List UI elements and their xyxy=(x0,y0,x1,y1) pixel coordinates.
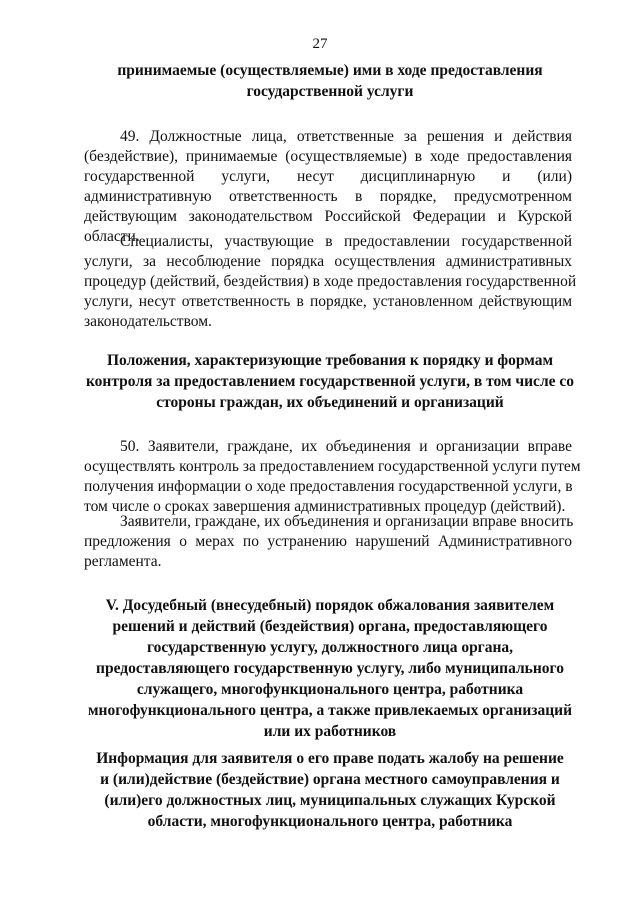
heading-line: принимаемые (осуществляемые) ими в ходе предоставления xyxy=(117,62,543,79)
heading-line: (или)его должностных лиц, муниципальных служащих Курской xyxy=(104,792,556,809)
page-number: 27 xyxy=(312,36,328,52)
text-line: том числе о сроках завершения административных процедур (действий). xyxy=(84,498,566,515)
heading-line: стороны граждан, их объединений и организаций xyxy=(156,394,504,411)
text-line: получения информации о ходе предоставления государственной услуги, в xyxy=(84,478,573,495)
heading-line: решений и действий (бездействия) органа, предоставляющего xyxy=(112,618,548,635)
text-line: административную ответственность в порядке, предусмотренном xyxy=(84,188,572,205)
text-line: процедур (действий, бездействия) в ходе предоставления государственной xyxy=(84,273,577,290)
heading-line: государственную услугу, должностного лица органа, xyxy=(146,639,514,656)
text-line: действующим законодательством Российской Федерации и Курской xyxy=(84,208,572,225)
text-line: Специалисты, участвующие в предоставлении государственной xyxy=(120,233,572,250)
heading-section-v xyxy=(70,595,590,742)
heading-line: или их работников xyxy=(263,723,397,740)
heading-info xyxy=(70,748,590,832)
text-line: государственной услуги, несут дисциплинарную и (или) xyxy=(84,168,572,185)
text-line: Заявители, граждане, их объединения и организации вправе вносить xyxy=(120,513,574,530)
heading-line: служащего, многофункционального центра, работника xyxy=(136,681,524,698)
heading-line: области, многофункционального центра, работника xyxy=(147,813,513,830)
heading-line: предоставляющего государственную услугу, либо муниципального xyxy=(96,660,564,677)
heading-control xyxy=(70,350,590,413)
heading-top xyxy=(70,60,590,102)
paragraph-applicants xyxy=(84,512,572,572)
heading-line: государственной услуги xyxy=(246,83,414,100)
paragraph-49 xyxy=(84,127,572,247)
text-line: 50. Заявители, граждане, их объединения и организации вправе xyxy=(120,438,572,455)
text-line: осуществлять контроль за предоставлением государственной услуги путем xyxy=(84,458,581,475)
text-line: предложения о мерах по устранению нарушений Административного xyxy=(84,533,572,550)
heading-line: V. Досудебный (внесудебный) порядок обжалования заявителем xyxy=(105,597,555,614)
heading-line: Положения, характеризующие требования к порядку и формам xyxy=(106,352,554,369)
text-line: законодательством. xyxy=(84,313,212,330)
text-line: услуги, несут ответственность в порядке, установленном действующим xyxy=(84,293,572,310)
paragraph-50 xyxy=(84,437,581,517)
text-line: (бездействие), принимаемые (осуществляемые) в ходе предоставления xyxy=(84,148,572,165)
text-line: услуги, за несоблюдение порядка осуществления административных xyxy=(84,253,572,270)
heading-line: многофункционального центра, а также привлекаемых организаций xyxy=(87,702,573,719)
paragraph-specialists xyxy=(84,232,577,332)
heading-line: и (или)действие (бездействие) органа местного самоуправления и xyxy=(100,771,560,788)
heading-line: контроля за предоставлением государственной услуги, в том числе со xyxy=(85,373,575,390)
text-line: регламента. xyxy=(84,553,162,570)
text-line: области. xyxy=(84,228,140,245)
heading-line: Информация для заявителя о его праве подать жалобу на решение xyxy=(96,750,564,767)
text-line: 49. Должностные лица, ответственные за решения и действия xyxy=(120,128,572,145)
